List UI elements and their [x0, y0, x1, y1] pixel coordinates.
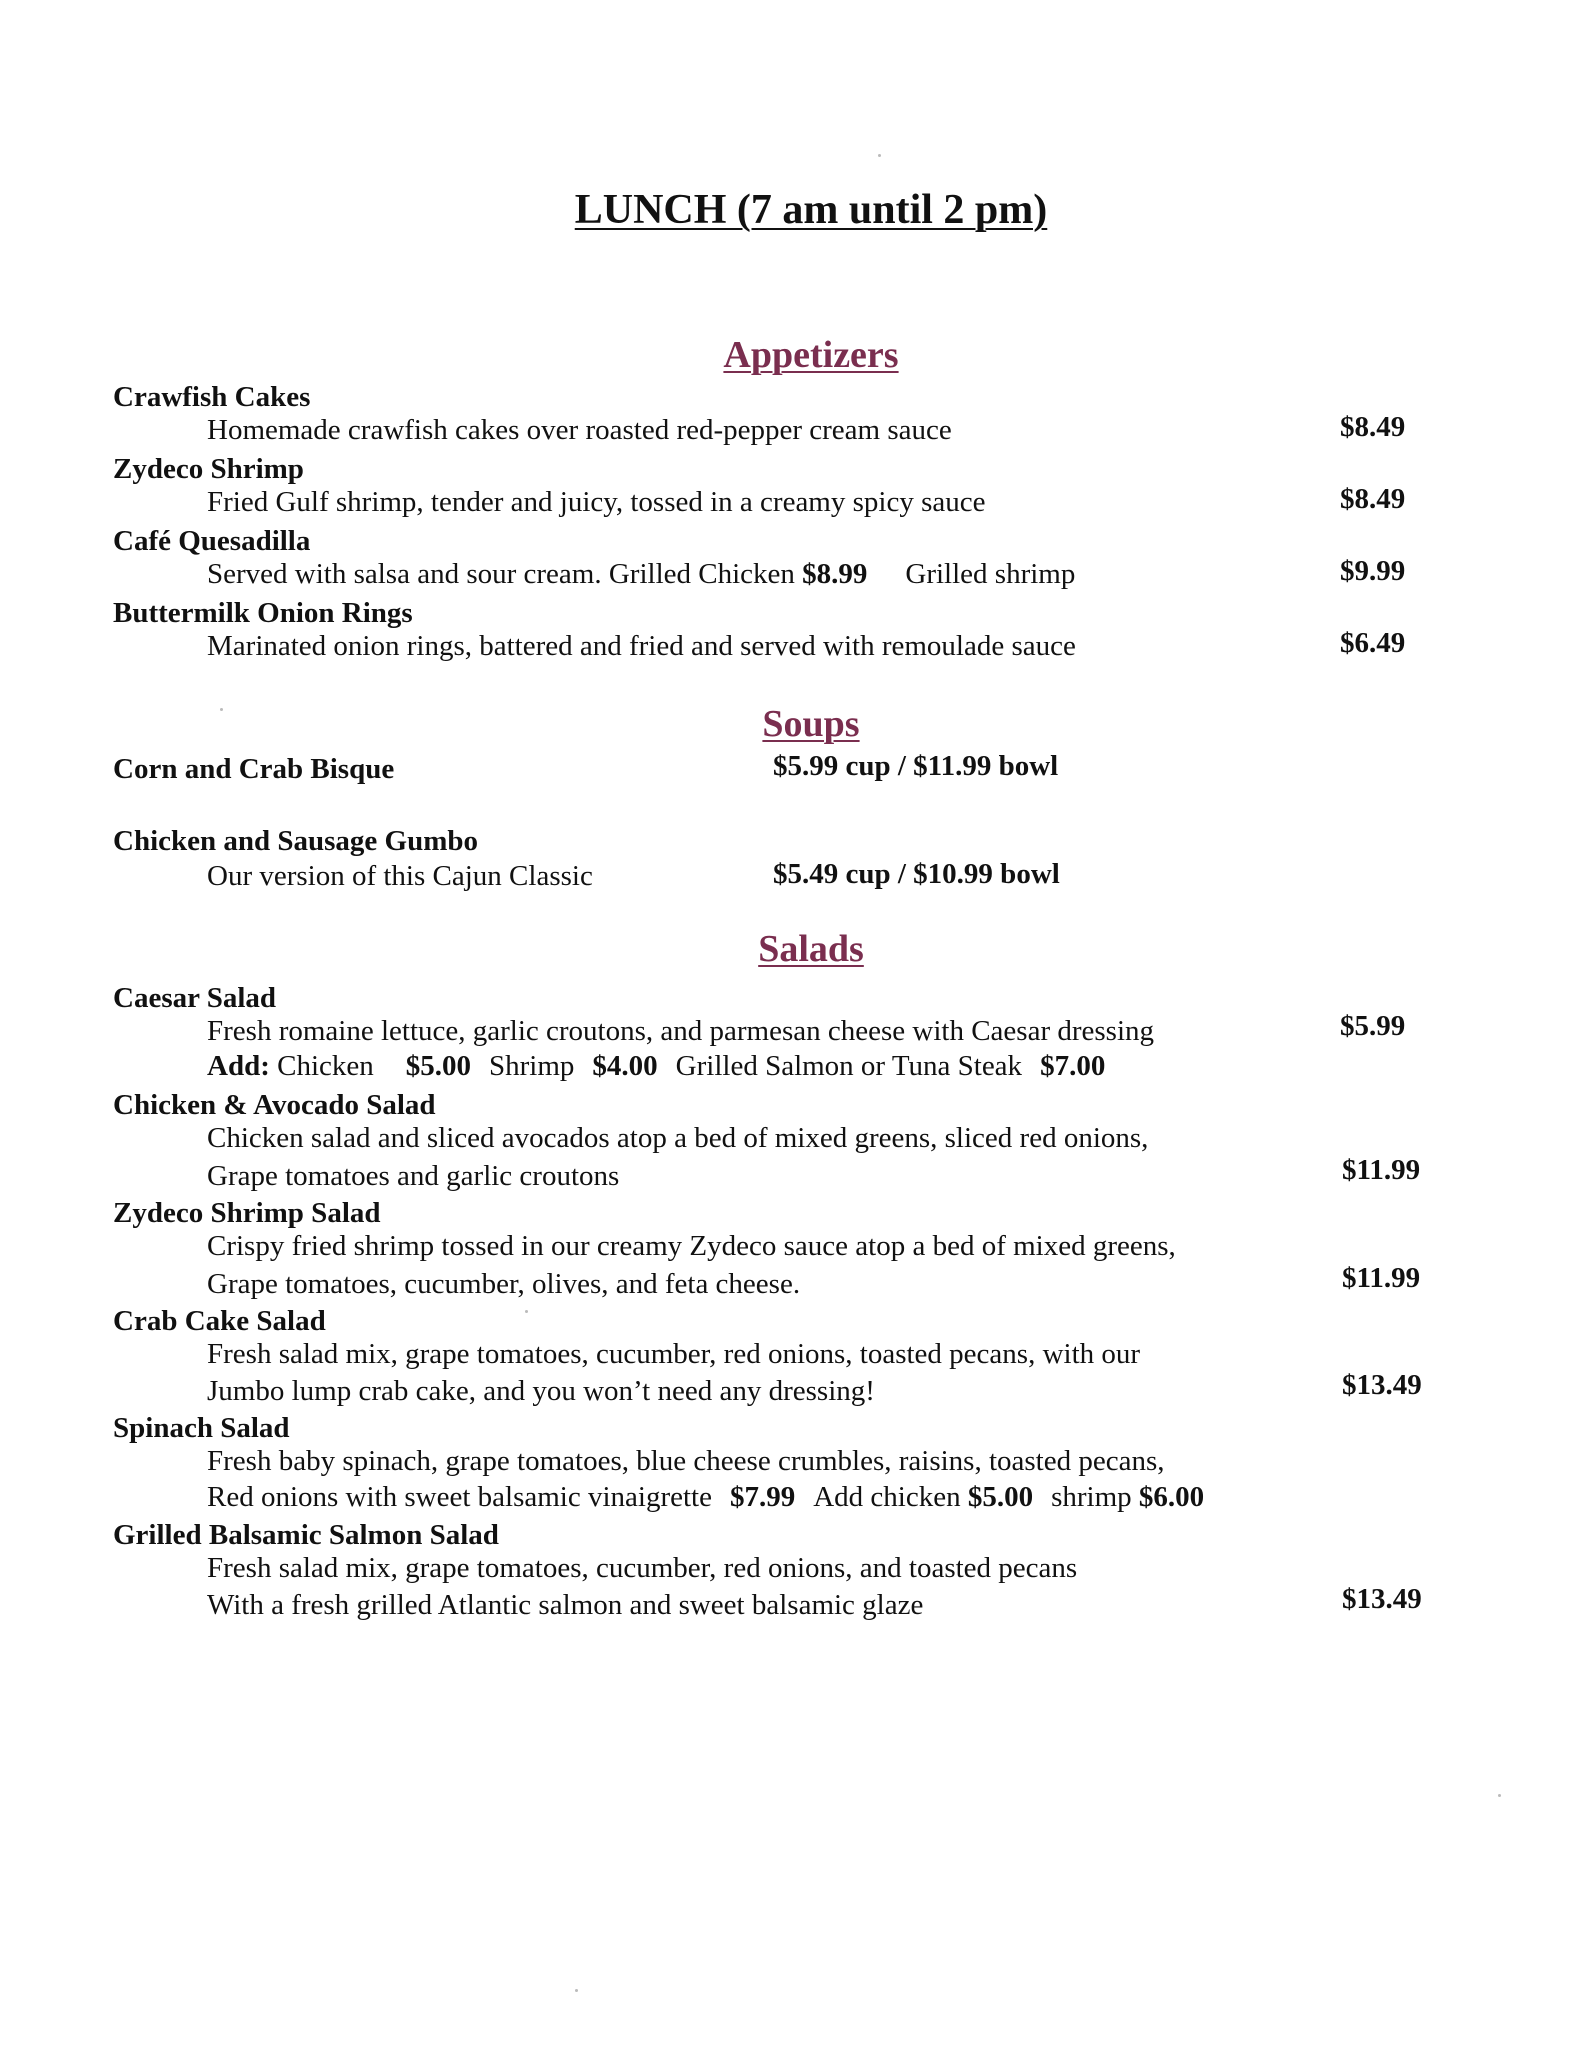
item-name: Caesar Salad [113, 982, 277, 1014]
item-price: $13.49 [1342, 1369, 1422, 1401]
item-name: Crab Cake Salad [113, 1305, 326, 1337]
addon-name: shrimp [1051, 1481, 1132, 1513]
section-heading-appetizers: Appetizers [723, 334, 899, 376]
item-description: Grape tomatoes, cucumber, olives, and feta cheese. [207, 1268, 801, 1300]
item-price: $5.99 cup / $11.99 bowl [773, 750, 1059, 782]
item-description: Fresh salad mix, grape tomatoes, cucumber, red onions, toasted pecans, with our [207, 1338, 1141, 1370]
item-description: Grape tomatoes and garlic croutons [207, 1160, 620, 1192]
addon-price: $6.00 [1138, 1481, 1205, 1513]
item-description: Crispy fried shrimp tossed in our creamy Zydeco sauce atop a bed of mixed greens, [207, 1230, 1176, 1262]
item-description: With a fresh grilled Atlantic salmon and sweet balsamic glaze [207, 1589, 924, 1621]
item-price: $6.49 [1340, 627, 1406, 659]
item-description: Fresh baby spinach, grape tomatoes, blue cheese crumbles, raisins, toasted pecans, [207, 1445, 1165, 1477]
item-description-text: Red onions with sweet balsamic vinaigrette [207, 1481, 712, 1513]
addon-price: $5.00 [405, 1050, 472, 1082]
item-name: Café Quesadilla [113, 525, 311, 557]
item-name: Corn and Crab Bisque [113, 753, 395, 785]
scan-speck [220, 708, 223, 711]
item-description: Fried Gulf shrimp, tender and juicy, tossed in a creamy spicy sauce [207, 486, 986, 518]
addon-label: Add: [207, 1050, 270, 1082]
addon-name: Shrimp [489, 1050, 575, 1082]
item-description: Our version of this Cajun Classic [207, 860, 593, 892]
item-description: Fresh salad mix, grape tomatoes, cucumber, red onions, and toasted pecans [207, 1552, 1078, 1584]
item-description: Jumbo lump crab cake, and you won’t need any dressing! [207, 1375, 875, 1407]
section-heading-soups: Soups [762, 703, 860, 745]
item-name: Grilled Balsamic Salmon Salad [113, 1519, 499, 1551]
addon-price: $7.00 [1040, 1050, 1106, 1082]
item-price-inline: $7.99 [729, 1481, 796, 1513]
item-name: Chicken and Sausage Gumbo [113, 825, 479, 857]
item-name: Crawfish Cakes [113, 381, 311, 413]
item-description: Fresh romaine lettuce, garlic croutons, and parmesan cheese with Caesar dressing [207, 1015, 1155, 1047]
item-description [207, 560, 1075, 589]
item-name: Buttermilk Onion Rings [113, 597, 413, 629]
item-name: Zydeco Shrimp [113, 453, 304, 485]
item-price: $9.99 [1340, 555, 1406, 587]
scan-speck [1498, 1794, 1501, 1797]
addon-name: Add chicken [813, 1481, 961, 1513]
item-option-text: Grilled shrimp [905, 558, 1076, 590]
item-description: Chicken salad and sliced avocados atop a bed of mixed greens, sliced red onions, [207, 1122, 1149, 1154]
scan-speck [575, 1989, 578, 1992]
addon-name: Grilled Salmon or Tuna Steak [675, 1050, 1023, 1082]
addon-price: $5.00 [967, 1481, 1034, 1513]
section-heading-salads: Salads [758, 928, 864, 970]
item-description-text: Served with salsa and sour cream. Grilled Chicken [207, 558, 795, 590]
item-description [207, 1483, 1204, 1512]
item-name: Chicken & Avocado Salad [113, 1089, 436, 1121]
item-description: Marinated onion rings, battered and fried and served with remoulade sauce [207, 630, 1076, 662]
item-price: $5.99 [1340, 1010, 1406, 1042]
item-name: Zydeco Shrimp Salad [113, 1197, 381, 1229]
item-option-price: $8.99 [802, 558, 868, 590]
item-price: $8.49 [1340, 483, 1406, 515]
item-price: $8.49 [1340, 411, 1406, 443]
scan-speck [878, 154, 881, 157]
item-addons [207, 1052, 1105, 1081]
item-price: $11.99 [1342, 1262, 1421, 1294]
addon-price: $4.00 [592, 1050, 658, 1082]
scan-speck [525, 1310, 528, 1313]
item-price: $13.49 [1342, 1583, 1422, 1615]
item-price: $11.99 [1342, 1154, 1421, 1186]
item-price: $5.49 cup / $10.99 bowl [773, 858, 1060, 890]
menu-title: LUNCH (7 am until 2 pm) [574, 187, 1048, 233]
item-name: Spinach Salad [113, 1412, 290, 1444]
item-description: Homemade crawfish cakes over roasted red-pepper cream sauce [207, 414, 952, 446]
addon-name: Chicken [277, 1050, 374, 1082]
